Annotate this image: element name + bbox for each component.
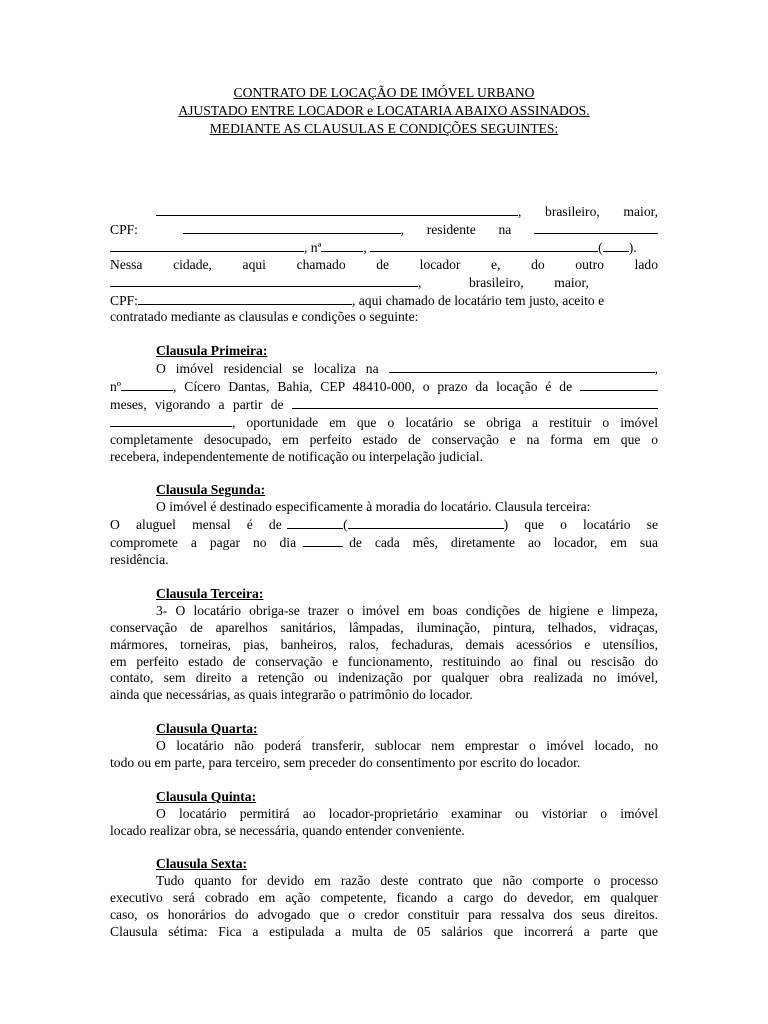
- clause-1-line-3: meses, vigorando a partir de: [110, 396, 658, 414]
- clause-3-line-4: em perfeito estado de conservação e funcionamento, restituindo ao final ou rescisão do: [110, 653, 658, 669]
- clause-1-line-6: recebera, independentemente de notificação ou interpelação judicial.: [110, 448, 483, 464]
- blank-field: [183, 221, 401, 234]
- blank-field: [348, 516, 504, 529]
- intro-line-6: CPF: , aqui chamado de locatário tem justo, aceito e: [110, 292, 605, 308]
- blank-field: [121, 378, 173, 391]
- clause-1-line-1: O imóvel residencial se localiza na ,: [156, 361, 658, 377]
- blank-field: [110, 239, 304, 252]
- clause-3-line-2: conservação de aparelhos sanitários, lâmpadas, iluminação, pintura, telhados, vidraças,: [110, 619, 658, 635]
- title-line-1: CONTRATO DE LOCAÇÃO DE IMÓVEL URBANO: [233, 85, 535, 100]
- clause-6-heading: Clausula Sexta:: [156, 856, 248, 872]
- intro-line-3: , nª , ( ).: [110, 239, 658, 257]
- clause-4-line-1: O locatário não poderá transferir, sublocar nem emprestar o imóvel locado, no: [156, 738, 658, 754]
- title-line-3: MEDIANTE AS CLAUSULAS E CONDIÇÕES SEGUINTES:: [209, 121, 559, 136]
- blank-field: [287, 516, 343, 529]
- intro-line-7: contratado mediante as clausulas e condições o seguinte:: [110, 309, 419, 325]
- clause-6-line-2: executivo será cobrado em ação competente, ficando a cargo do devedor, em qualquer: [110, 890, 658, 906]
- clause-3-line-1: 3- O locatário obriga-se trazer o imóvel em boas condições de higiene e limpeza,: [156, 602, 658, 618]
- blank-field: [138, 292, 352, 305]
- blank-field: [156, 203, 518, 216]
- clause-1-line-5: completamente desocupado, em perfeito estado de conservação e na forma em que o: [110, 431, 658, 447]
- blank-field: [321, 239, 363, 252]
- clause-5-line-1: O locatário permitirá ao locador-proprietário examinar ou vistoriar o imóvel: [156, 805, 658, 821]
- intro-line-1: , brasileiro, maior,: [110, 203, 658, 221]
- clause-2-line-2: O aluguel mensal é de ( ) que o locatário se: [110, 517, 659, 533]
- clause-3-line-5: contato, sem direito a retenção ou indenização por qualquer obra realizada no imóvel,: [110, 670, 658, 686]
- clause-6-line-4: Clausula sétima: Fica a estipulada a multa de 05 salários que incorrerá a parte que: [110, 923, 658, 939]
- document-title-block: [0, 84, 768, 138]
- clause-2-line-4: residência.: [110, 552, 169, 568]
- blank-field: [603, 239, 629, 252]
- blank-field: [370, 239, 598, 252]
- clause-1-heading: Clausula Primeira:: [156, 343, 268, 359]
- clause-4-line-2: todo ou em parte, para terceiro, sem preceder do consentimento por escrito do locador.: [110, 754, 581, 770]
- blank-field: [534, 221, 658, 234]
- blank-field: [110, 274, 418, 287]
- blank-field: [303, 534, 343, 547]
- clause-2-heading: Clausula Segunda:: [156, 482, 266, 498]
- blank-field: [580, 378, 658, 391]
- clause-3-line-3: mármores, torneiras, pias, banheiros, ralos, fechaduras, demais acessórios e utensílios,: [110, 636, 658, 652]
- clause-5-heading: Clausula Quinta:: [156, 788, 257, 804]
- intro-line-5: , brasileiro, maior,: [110, 274, 658, 292]
- title-line-2: AJUSTADO ENTRE LOCADOR e LOCATARIA ABAIXO ASSINADOS.: [178, 103, 590, 118]
- blank-field: [110, 414, 232, 427]
- clause-5-line-2: locado realizar obra, se necessária, quando entender conveniente.: [110, 822, 465, 838]
- document-body: [110, 203, 658, 941]
- blank-field: [292, 396, 658, 409]
- clause-6-line-3: caso, os honorários do advogado que o credor constituir para ressalva dos seus direitos.: [110, 907, 658, 923]
- clause-2-line-3: compromete a pagar no dia de cada mês, diretamente ao locador, em sua: [110, 535, 658, 551]
- clause-1-line-4: , oportunidade em que o locatário se obriga a restituir o imóvel: [110, 414, 658, 432]
- intro-line-2: CPF: , residente na: [110, 221, 658, 239]
- blank-field: [389, 360, 655, 373]
- clause-6-line-1: Tudo quanto for devido em razão deste contrato que não comporte o processo: [156, 873, 658, 889]
- clause-3-line-6: ainda que necessárias, as quais integrarão o patrimônio do locador.: [110, 687, 473, 703]
- clause-2-line-1: O imóvel é destinado especificamente à moradia do locatário. Clausula terceira:: [156, 499, 591, 515]
- clause-1-line-2: nº , Cícero Dantas, Bahia, CEP 48410-000, o prazo da locação é de: [110, 378, 658, 396]
- clause-3-heading: Clausula Terceira:: [156, 585, 264, 601]
- intro-line-4: Nessa cidade, aqui chamado de locador e, do outro lado: [110, 256, 658, 272]
- clause-4-heading: Clausula Quarta:: [156, 721, 258, 737]
